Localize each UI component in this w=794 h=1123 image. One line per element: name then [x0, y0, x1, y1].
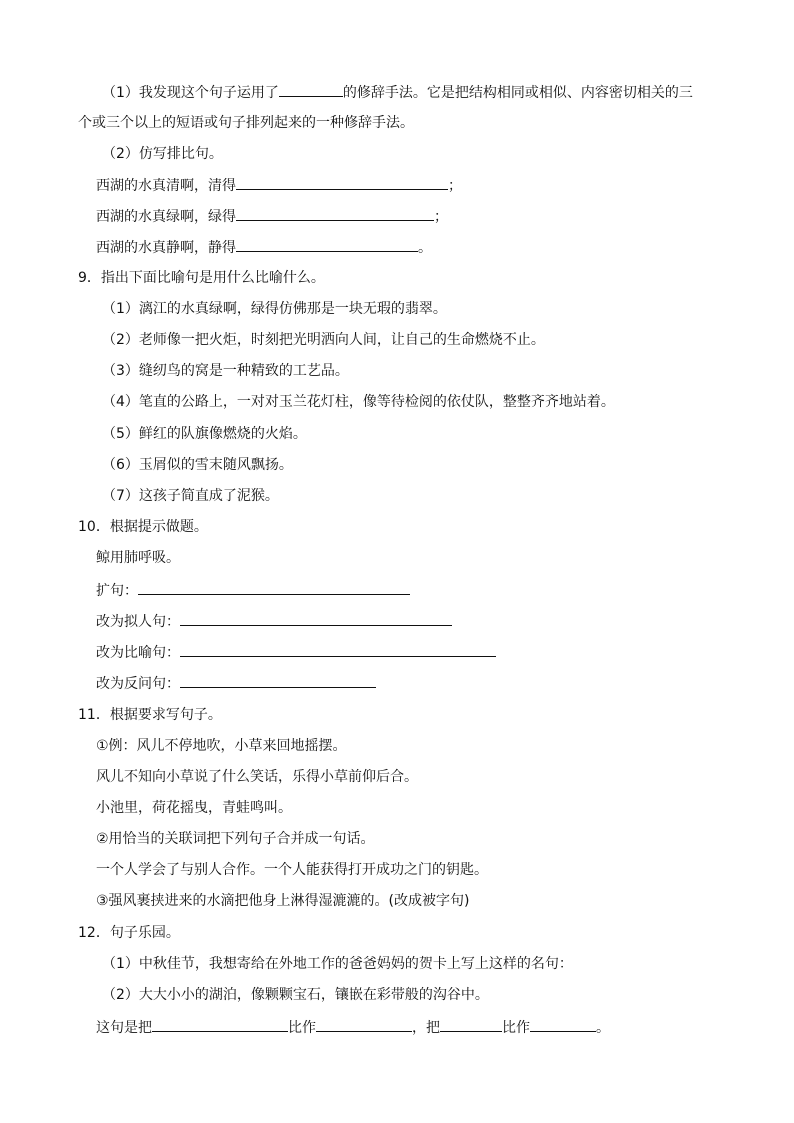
- q8-line1-text: 西湖的水真清啊，清得: [96, 178, 236, 194]
- q8-part2-label: （2）仿写排比句。: [102, 146, 223, 162]
- q12-blank-4[interactable]: [530, 1017, 596, 1032]
- q9-item-6: （6）玉屑似的雪末随风飘扬。: [102, 457, 293, 473]
- q12-line-2: （2）大大小小的湖泊，像颗颗宝石，镶嵌在彩带般的沟谷中。: [102, 987, 489, 1003]
- q8-line1-blank[interactable]: [236, 175, 448, 190]
- q8-line3-text: 西湖的水真静啊，静得: [96, 240, 236, 256]
- q8-parallel-line-2: [96, 206, 448, 227]
- q12-line3-part-e: 。: [596, 1020, 610, 1036]
- q12-blank-2[interactable]: [316, 1017, 412, 1032]
- q8-line2-end: ；: [434, 209, 448, 225]
- q12-line-1: （1）中秋佳节，我想寄给在外地工作的爸爸妈妈的贺卡上写上这样的名句：: [102, 956, 573, 972]
- q10-expand-blank[interactable]: [138, 580, 410, 595]
- q10-metaphor-blank[interactable]: [180, 642, 496, 657]
- q8-part1-line: [102, 82, 693, 103]
- q10-personify-blank[interactable]: [180, 611, 452, 626]
- q12-title: 12．句子乐园。: [78, 925, 180, 941]
- q10-rhetorical-label: 改为反问句：: [96, 676, 180, 692]
- q10-title: 10．根据提示做题。: [78, 519, 208, 535]
- q10-expand-line: [96, 580, 410, 601]
- q12-line3-part-b: 比作: [288, 1020, 316, 1036]
- q8-parallel-line-3: [96, 237, 432, 258]
- q12-line-3: [96, 1017, 610, 1038]
- q9-item-1: （1）漓江的水真绿啊，绿得仿佛那是一块无瑕的翡翠。: [102, 301, 447, 317]
- q10-rhetorical-line: [96, 673, 376, 694]
- q10-metaphor-label: 改为比喻句：: [96, 645, 180, 661]
- q11-line-3: 小池里，荷花摇曳，青蛙鸣叫。: [96, 800, 292, 816]
- q11-line-2: 风儿不知向小草说了什么笑话，乐得小草前仰后合。: [96, 769, 418, 785]
- q8-part1-continuation: 个或三个以上的短语或句子排列起来的一种修辞手法。: [78, 115, 414, 131]
- q12-line3-part-d: 比作: [502, 1020, 530, 1036]
- q9-item-7: （7）这孩子简直成了泥猴。: [102, 488, 279, 504]
- q12-line3-part-a: 这句是把: [96, 1020, 152, 1036]
- q9-item-2: （2）老师像一把火炬，时刻把光明洒向人间，让自己的生命燃烧不止。: [102, 332, 545, 348]
- q10-rhetorical-blank[interactable]: [180, 673, 376, 688]
- q12-blank-3[interactable]: [440, 1017, 502, 1032]
- q10-personify-label: 改为拟人句：: [96, 614, 180, 630]
- q8-part1-text-before: （1）我发现这个句子运用了: [102, 85, 279, 101]
- q9-title: 9．指出下面比喻句是用什么比喻什么。: [78, 270, 325, 286]
- q8-parallel-line-1: [96, 175, 462, 196]
- q8-line2-blank[interactable]: [236, 206, 434, 221]
- q10-metaphor-line: [96, 642, 496, 663]
- q11-line-6: ③强风裹挟进来的水滴把他身上淋得湿漉漉的。(改成被字句): [96, 893, 470, 909]
- q8-rhetoric-blank[interactable]: [279, 82, 343, 97]
- q9-item-5: （5）鲜红的队旗像燃烧的火焰。: [102, 426, 307, 442]
- q8-line3-blank[interactable]: [236, 237, 418, 252]
- q8-line1-end: ；: [448, 178, 462, 194]
- q11-line-5: 一个人学会了与别人合作。一个人能获得打开成功之门的钥匙。: [96, 862, 488, 878]
- q12-blank-1[interactable]: [152, 1017, 288, 1032]
- q11-line-1: ①例：风儿不停地吹，小草来回地摇摆。: [96, 738, 347, 754]
- q10-expand-label: 扩句：: [96, 583, 138, 599]
- q11-line-4: ②用恰当的关联词把下列句子合并成一句话。: [96, 831, 375, 847]
- q9-item-3: （3）缝纫鸟的窝是一种精致的工艺品。: [102, 363, 349, 379]
- q12-line3-part-c: ，把: [412, 1020, 440, 1036]
- q9-item-4: （4）笔直的公路上，一对对玉兰花灯柱，像等待检阅的依仗队，整整齐齐地站着。: [102, 394, 615, 410]
- q11-title: 11．根据要求写句子。: [78, 707, 222, 723]
- q8-line2-text: 西湖的水真绿啊，绿得: [96, 209, 236, 225]
- q10-sentence: 鲸用肺呼吸。: [96, 550, 180, 566]
- q10-personify-line: [96, 611, 452, 632]
- q8-part1-text-after: 的修辞手法。它是把结构相同或相似、内容密切相关的三: [342, 85, 693, 101]
- q8-line3-end: 。: [418, 240, 432, 256]
